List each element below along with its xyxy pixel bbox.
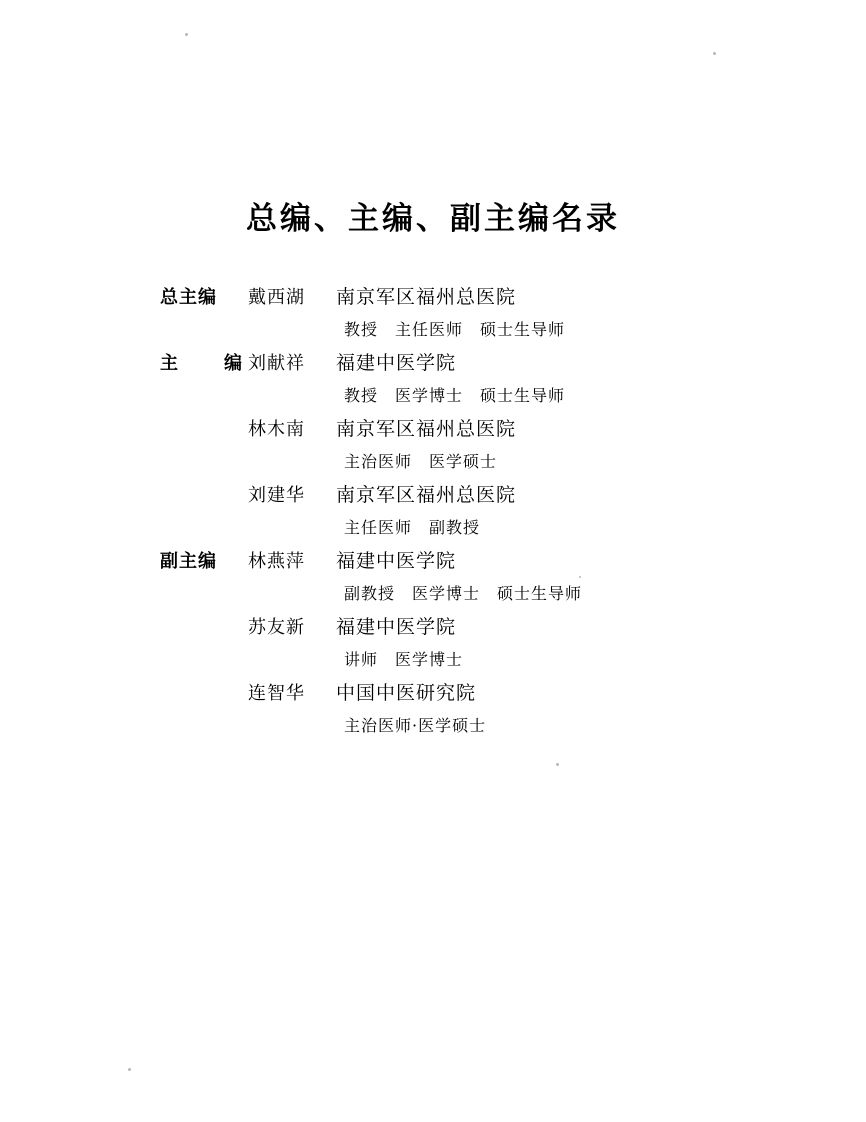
person-name: 连智华 <box>248 683 305 704</box>
person-name: 戴西湖 <box>248 287 305 308</box>
person-name: 刘建华 <box>248 485 305 506</box>
print-speck <box>185 33 188 36</box>
roster-group <box>160 348 800 546</box>
person-credentials: 教授 医学博士 硕士生导师 <box>344 386 566 405</box>
person-name: 苏友新 <box>248 617 305 638</box>
role-label: 副主编 <box>160 551 217 572</box>
person-credentials: 副教授 医学博士 硕士生导师 <box>344 584 583 603</box>
roster-row-credentials <box>160 645 800 678</box>
roster-row-credentials <box>160 513 800 546</box>
print-speck <box>713 52 716 55</box>
roster-row <box>160 348 800 381</box>
roster-row-credentials <box>160 315 800 348</box>
person-credentials: 讲师 医学博士 <box>344 650 464 669</box>
person-name: 林木南 <box>248 419 305 440</box>
roster-group <box>160 282 800 348</box>
person-credentials: 主治医师 医学硕士 <box>344 452 498 471</box>
roster-row-credentials <box>160 381 800 414</box>
person-affiliation: 福建中医学院 <box>336 550 457 572</box>
editor-roster <box>160 282 800 744</box>
person-affiliation: 中国中医研究院 <box>336 682 477 704</box>
roster-row-credentials <box>160 579 800 612</box>
person-affiliation: 南京军区福州总医院 <box>336 286 517 308</box>
roster-row <box>160 678 800 711</box>
roster-row-credentials <box>160 447 800 480</box>
roster-row <box>160 282 800 315</box>
roster-row <box>160 480 800 513</box>
roster-row-credentials <box>160 711 800 744</box>
person-name: 林燕萍 <box>248 551 305 572</box>
roster-row <box>160 414 800 447</box>
person-credentials: 教授 主任医师 硕士生导师 <box>344 320 566 339</box>
roster-row <box>160 546 800 579</box>
person-credentials: 主任医师 副教授 <box>344 518 481 537</box>
print-speck <box>556 763 559 766</box>
roster-group <box>160 546 800 744</box>
print-speck <box>128 1068 131 1071</box>
page-title: 总编、主编、副主编名录 <box>246 201 620 237</box>
person-affiliation: 南京军区福州总医院 <box>336 418 517 440</box>
person-name: 刘献祥 <box>248 353 305 374</box>
person-affiliation: 福建中医学院 <box>336 352 457 374</box>
person-credentials: 主治医师·医学硕士 <box>344 716 487 735</box>
person-affiliation: 南京军区福州总医院 <box>336 484 517 506</box>
roster-row <box>160 612 800 645</box>
role-label: 主 编 <box>160 353 256 374</box>
role-label: 总主编 <box>160 287 217 308</box>
person-affiliation: 福建中医学院 <box>336 616 457 638</box>
